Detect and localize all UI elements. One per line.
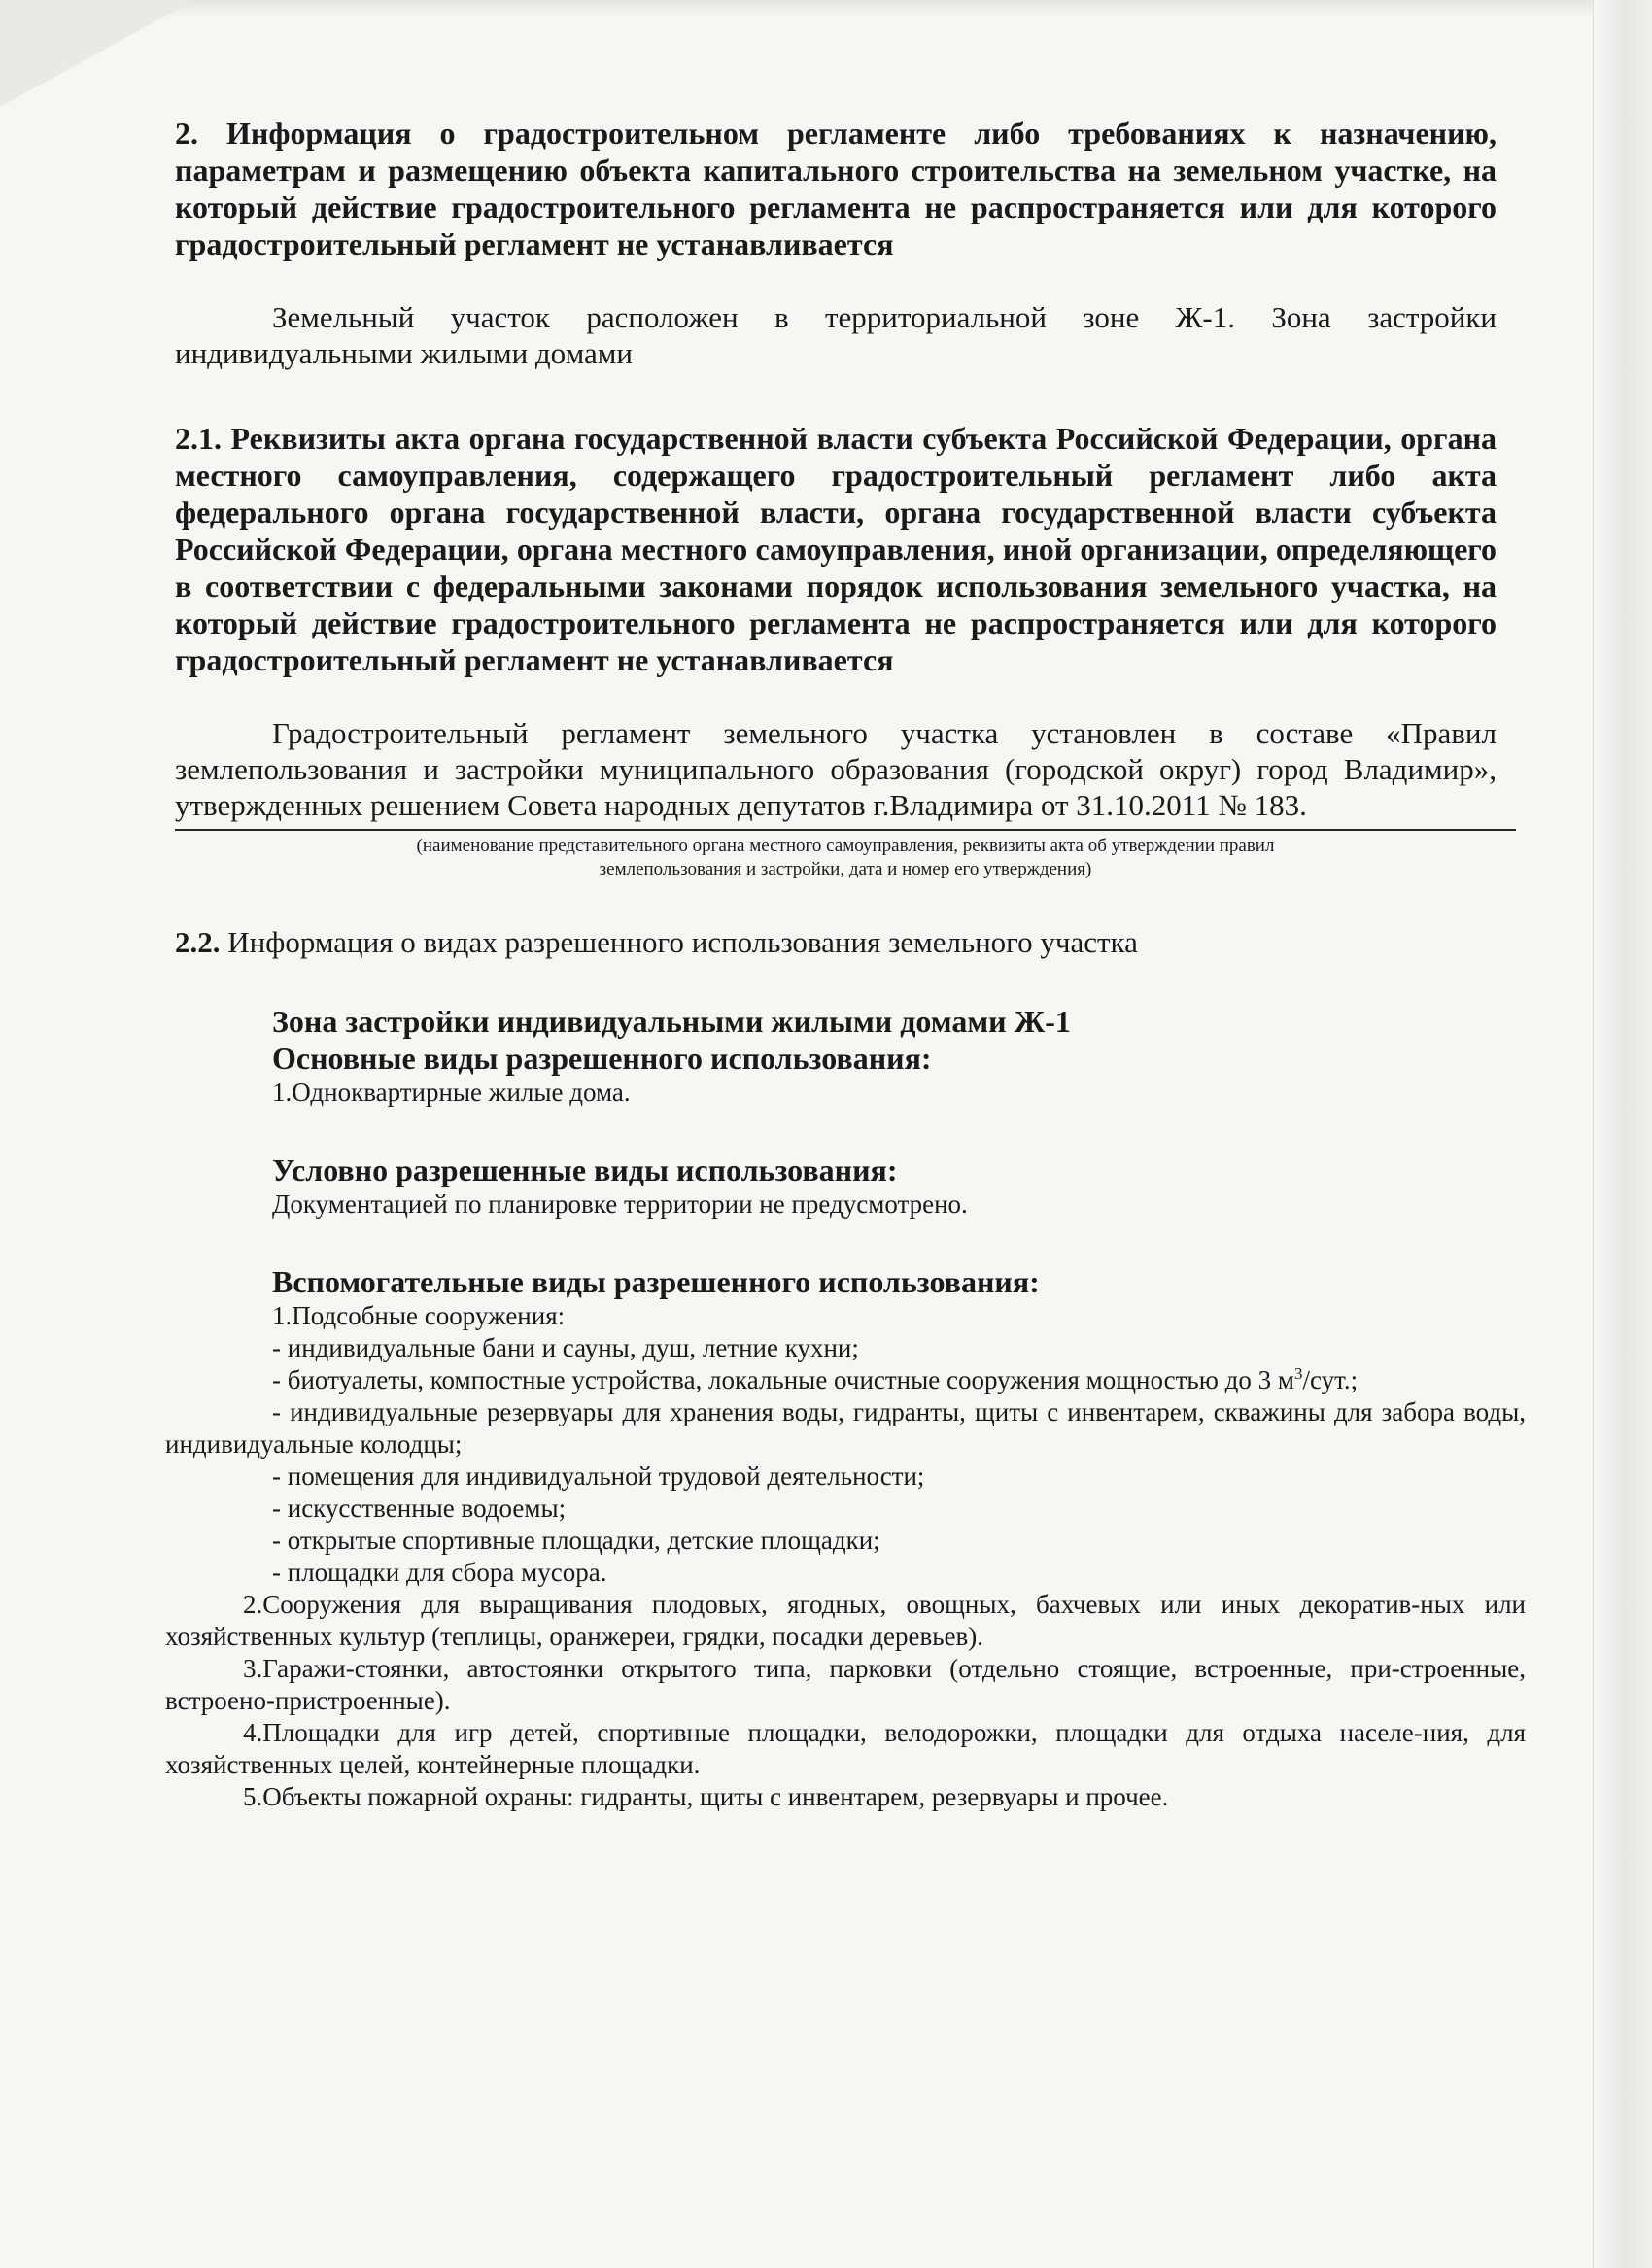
aux-item-1-f: - открытые спортивные площадки, детские площадки; xyxy=(272,1526,880,1555)
aux-item-4: 4.Площадки для игр детей, спортивные площадки, велодорожки, площадки для отдыха населе-ния, для хозяйственных целей, контейнерные площадки. xyxy=(165,1718,1526,1779)
page-right-edge xyxy=(1593,0,1652,2268)
auxiliary-uses-title: Вспомогательные виды разрешенного использования: xyxy=(272,1264,1040,1299)
aux-item-1: 1.Подсобные сооружения: xyxy=(272,1301,566,1330)
section-2-1-text: Градостроительный регламент земельного участка установлен в составе «Правил землепользования и застройки муниципального образования (городской округ) город Владимир», утвержденных решением Совета народных депутатов г.Владимира от 31.10.2011 № 183. xyxy=(175,716,1497,822)
document-body xyxy=(165,115,1526,1813)
section-2-1-heading: 2.1. Реквизиты акта органа государственной власти субъекта Российской Федерации, органа местного самоуправления, содержащего градостроительный регламент либо акта федерального органа государственной власти, органа государственной власти субъекта Российской Федерации, органа местного самоуправления, иной организации, определяющего в соответствии с федеральными законами порядок использования земельного участка, на который действие градостроительного регламента не распространяется или для которого градостроительный регламент не устанавливается xyxy=(175,421,1497,677)
section-2-2-title: Информация о видах разрешенного использования земельного участка xyxy=(220,925,1138,959)
section-2-text: Земельный участок расположен в территориальной зоне Ж-1. Зона застройки индивидуальными жилыми домами xyxy=(175,300,1497,370)
caption-line-1: (наименование представительного органа местного самоуправления, реквизиты акта об утверждении правил xyxy=(416,836,1275,856)
aux-item-1-g: - площадки для сбора мусора. xyxy=(272,1558,607,1587)
conditional-uses-title: Условно разрешенные виды использования: xyxy=(272,1152,898,1187)
section-2-heading: 2. Информация о градостроительном регламенте либо требованиях к назначению, параметрам и размещению объекта капитального строительства на земельном участке, на который действие градостроительного регламента не распространяется или для которого градостроительный регламент не устанавливается xyxy=(175,116,1497,261)
zone-block xyxy=(272,1003,1497,1396)
aux-item-1-a: - индивидуальные бани и сауны, душ, летние кухни; xyxy=(272,1333,859,1362)
corner-fold xyxy=(0,0,194,107)
section-2-2-number: 2.2. xyxy=(175,925,221,959)
aux-item-1-b-unit: /сут.; xyxy=(1302,1365,1359,1394)
aux-item-3: 3.Гаражи-стоянки, автостоянки открытого типа, парковки (отдельно стоящие, встроенные, при-строенные, встроено-пристроенные). xyxy=(165,1654,1526,1715)
main-use-item-1: 1.Одноквартирные жилые дома. xyxy=(272,1078,631,1107)
fill-line xyxy=(175,829,1516,831)
aux-item-1-b-text: - биотуалеты, компостные устройства, локальные очистные сооружения мощностью до 3 м xyxy=(272,1365,1294,1394)
conditional-uses-text: Документацией по планировке территории не предусмотрено. xyxy=(272,1189,968,1219)
aux-item-5: 5.Объекты пожарной охраны: гидранты, щиты с инвентарем, резервуары и прочее. xyxy=(243,1782,1169,1811)
aux-item-1-c: - индивидуальные резервуары для хранения воды, гидранты, щиты с инвентарем, скважины для забора воды, индивидуальные колодцы; xyxy=(165,1397,1526,1459)
page-top-shadow xyxy=(0,0,1652,17)
aux-item-1-b xyxy=(272,1364,1497,1396)
zone-title: Зона застройки индивидуальными жилыми домами Ж-1 xyxy=(272,1004,1071,1039)
aux-item-1-e: - искусственные водоемы; xyxy=(272,1494,567,1523)
main-uses-title: Основные виды разрешенного использования: xyxy=(272,1041,932,1076)
aux-item-1-d: - помещения для индивидуальной трудовой деятельности; xyxy=(272,1461,925,1491)
aux-item-1-b-sup: 3 xyxy=(1293,1364,1303,1383)
caption-line-2: землепользования и застройки, дата и номер его утверждения) xyxy=(599,859,1092,879)
aux-item-2: 2.Сооружения для выращивания плодовых, ягодных, овощных, бахчевых или иных декоратив-ных или хозяйственных культур (теплицы, оранжереи, грядки, посадки деревьев). xyxy=(165,1590,1526,1651)
section-2-2-heading xyxy=(175,924,1497,960)
aux-list xyxy=(165,1396,1526,1813)
